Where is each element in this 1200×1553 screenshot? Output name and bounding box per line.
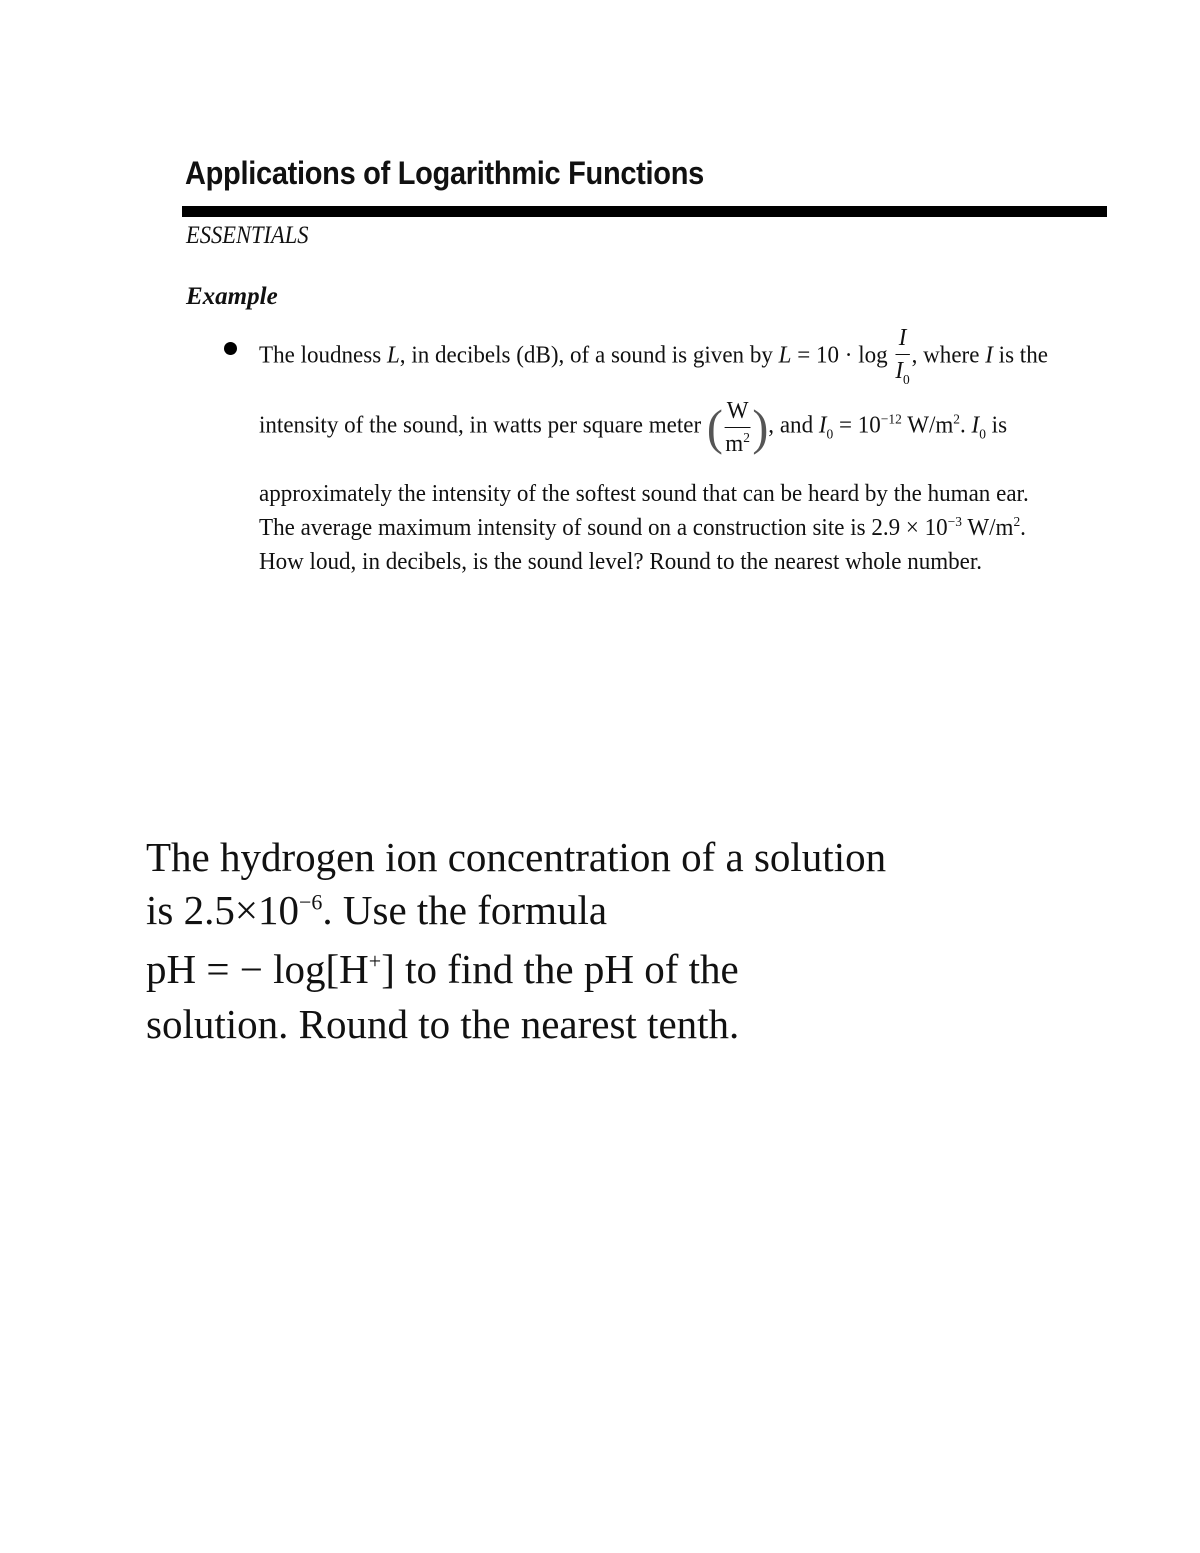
text: The loudness xyxy=(259,342,387,369)
text: . xyxy=(1020,515,1026,541)
example-line-3: approximately the intensity of the softest sound that can be heard by the human ear. xyxy=(259,481,1029,507)
exponent: −6 xyxy=(298,889,323,915)
var-I: I xyxy=(985,342,993,369)
text: W/m xyxy=(901,412,954,439)
unit-den-base: m xyxy=(725,430,744,457)
fraction-denominator xyxy=(895,355,909,388)
text: is the xyxy=(992,342,1048,369)
text: , in decibels (dB), of a sound is given by xyxy=(399,342,779,369)
sub: 0 xyxy=(979,427,986,443)
text: intensity of the sound, in watts per square meter xyxy=(259,412,707,439)
problem-line-1: The hydrogen ion concentration of a solution xyxy=(146,834,887,880)
exponent: −3 xyxy=(947,515,963,530)
text: , and xyxy=(768,412,819,439)
title-rule xyxy=(182,206,1107,217)
right-paren: ) xyxy=(752,399,769,455)
text: , where xyxy=(911,342,986,369)
den-sub: 0 xyxy=(903,372,910,388)
page-title: Applications of Logarithmic Functions xyxy=(185,156,704,192)
formula-lhs: L xyxy=(778,342,792,369)
text: . xyxy=(959,412,972,439)
example-line-5: How loud, in decibels, is the sound level? Round to the nearest whole number. xyxy=(259,549,983,575)
example-line-2 xyxy=(259,398,1007,456)
den-var: I xyxy=(895,358,904,384)
text: = 10 xyxy=(833,412,881,439)
problem-line-3 xyxy=(146,945,739,993)
text: is xyxy=(985,412,1008,439)
sup: 2 xyxy=(953,412,960,428)
var-L: L xyxy=(386,342,400,369)
example-line-1 xyxy=(259,326,1048,388)
unit-fraction xyxy=(725,399,751,456)
text: The average maximum intensity of sound on a construction site is 2.9 × 10 xyxy=(259,515,948,541)
text: W/m xyxy=(962,515,1014,541)
text: . Use the formula xyxy=(322,887,608,933)
bullet-icon xyxy=(224,342,237,355)
var-I0: I xyxy=(971,412,980,439)
problem-line-4: solution. Round to the nearest tenth. xyxy=(146,1001,740,1047)
fraction-numerator: I xyxy=(895,326,909,355)
sub: 0 xyxy=(826,427,834,443)
unit-den-sup: 2 xyxy=(743,430,750,446)
exponent: −12 xyxy=(880,412,902,428)
section-label: ESSENTIALS xyxy=(186,222,309,249)
text: ] to find the pH of the xyxy=(381,946,739,992)
sup: 2 xyxy=(1013,515,1021,530)
var-I0: I xyxy=(818,412,827,439)
example-line-4 xyxy=(259,515,1026,542)
unit-denominator xyxy=(725,428,751,456)
example-heading: Example xyxy=(186,283,278,310)
formula-eq: = 10 · log xyxy=(791,342,894,369)
sup: + xyxy=(368,948,382,974)
unit-numerator: W xyxy=(725,399,751,428)
fraction-I-over-I0 xyxy=(895,326,909,388)
left-paren: ( xyxy=(706,399,723,455)
text: is 2.5×10 xyxy=(146,887,299,933)
text: pH = − log[H xyxy=(146,946,369,992)
problem-line-2 xyxy=(146,886,607,934)
